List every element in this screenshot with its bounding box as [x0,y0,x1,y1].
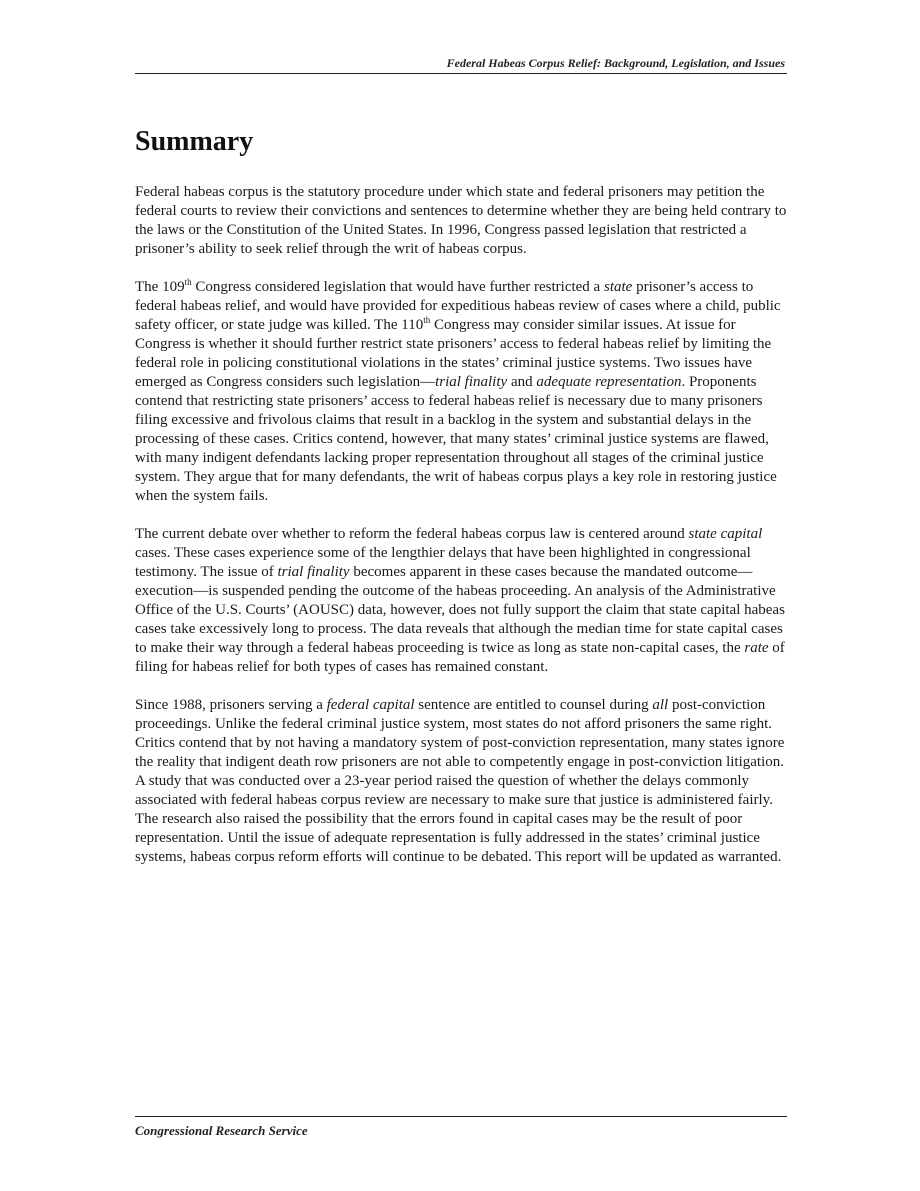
italic-term: rate [744,640,769,656]
text-run: Congress may consider similar issues. At issue for Congress is whether it should further restrict state prisoners’ access to federal habeas relief by limiting the federal role in policing constitutional violations in the states’ criminal justice systems. Two issues have emerged as Congress considers such legislation— [135,317,772,390]
italic-term: adequate representation [536,374,682,390]
text-run: Congress considered legislation that would have further restricted a [191,279,604,295]
text-run: The 109 [135,279,185,295]
page-footer [135,1116,787,1140]
page-header [135,56,787,74]
text-run: Since 1988, prisoners serving a [135,697,327,713]
text-run: prisoner’s access to federal habeas relief, and would have provided for expeditious habeas review of cases where a child, public safety officer, or state judge was killed. The 110 [135,279,781,333]
superscript: th [423,315,431,325]
text-run: of filing for habeas relief for both types of cases has remained constant. [135,640,785,675]
italic-term: all [652,697,669,713]
italic-term: state [603,279,633,295]
text-run: becomes apparent in these cases because the mandated outcome—execution—is suspended pending the outcome of the habeas proceeding. An analysis of the Administrative Office of the U.S. Courts’ (AOUSC) data, however, does not fully support the claim that state capital habeas cases take excessively long to process. The data reveals that although the median time for state capital cases to make their way through a federal habeas proceeding is twice as long as state non-capital cases, the [135,564,785,656]
text-run: cases. These cases experience some of the lengthier delays that have been highlighted in congressional testimony. The issue of [135,545,751,580]
footer-publisher: Congressional Research Service [135,1123,308,1138]
italic-term: trial finality [435,374,508,390]
summary-paragraph-3 [135,525,787,677]
section-title: Summary [135,126,254,157]
text-run: . Proponents contend that restricting state prisoners’ access to federal habeas relief is necessary due to many prisoners filing excessive and frivolous claims that result in a backlog in the system and substantial delays in the processing of these cases. Critics contend, however, that many states’ criminal justice systems are flawed, with many indigent defendants lacking proper representation throughout all stages of the criminal justice system. They argue that for many defendants, the writ of habeas corpus plays a key role in restoring justice when the system fails. [135,374,777,504]
summary-paragraph-4 [135,696,787,867]
text-run: The current debate over whether to reform the federal habeas corpus law is centered around [135,526,689,542]
text-run: post-conviction proceedings. Unlike the federal criminal justice system, most states do not afford prisoners the same right. Critics contend that by not having a mandatory system of post-conviction representation, many states ignore the reality that indigent death row prisoners are not able to competently engage in post-conviction litigation. A study that was conducted over a 23-year period raised the question of whether the delays commonly associated with federal habeas corpus review are necessary to make sure that justice is administered fairly. The research also raised the possibility that the errors found in capital cases may be the result of poor representation. Until the issue of adequate representation is fully addressed in the states’ criminal justice systems, habeas corpus reform efforts will continue to be debated. This report will be updated as warranted. [135,697,785,865]
superscript: th [184,277,192,287]
main-content [135,124,787,886]
text-run: and [507,374,537,390]
italic-term: state capital [688,526,763,542]
italic-term: federal capital [326,697,415,713]
summary-paragraph-2 [135,278,787,506]
italic-term: trial finality [277,564,350,580]
text-run: sentence are entitled to counsel during [414,697,653,713]
running-title: Federal Habeas Corpus Relief: Background, Legislation, and Issues [446,56,785,70]
text-run: Federal habeas corpus is the statutory procedure under which state and federal prisoners may petition the federal courts to review their convictions and sentences to determine whether they are being held contrary to the laws or the Constitution of the United States. In 1996, Congress passed legislation that restricted a prisoner’s ability to seek relief through the writ of habeas corpus. [135,184,787,257]
summary-paragraph-1 [135,183,787,259]
